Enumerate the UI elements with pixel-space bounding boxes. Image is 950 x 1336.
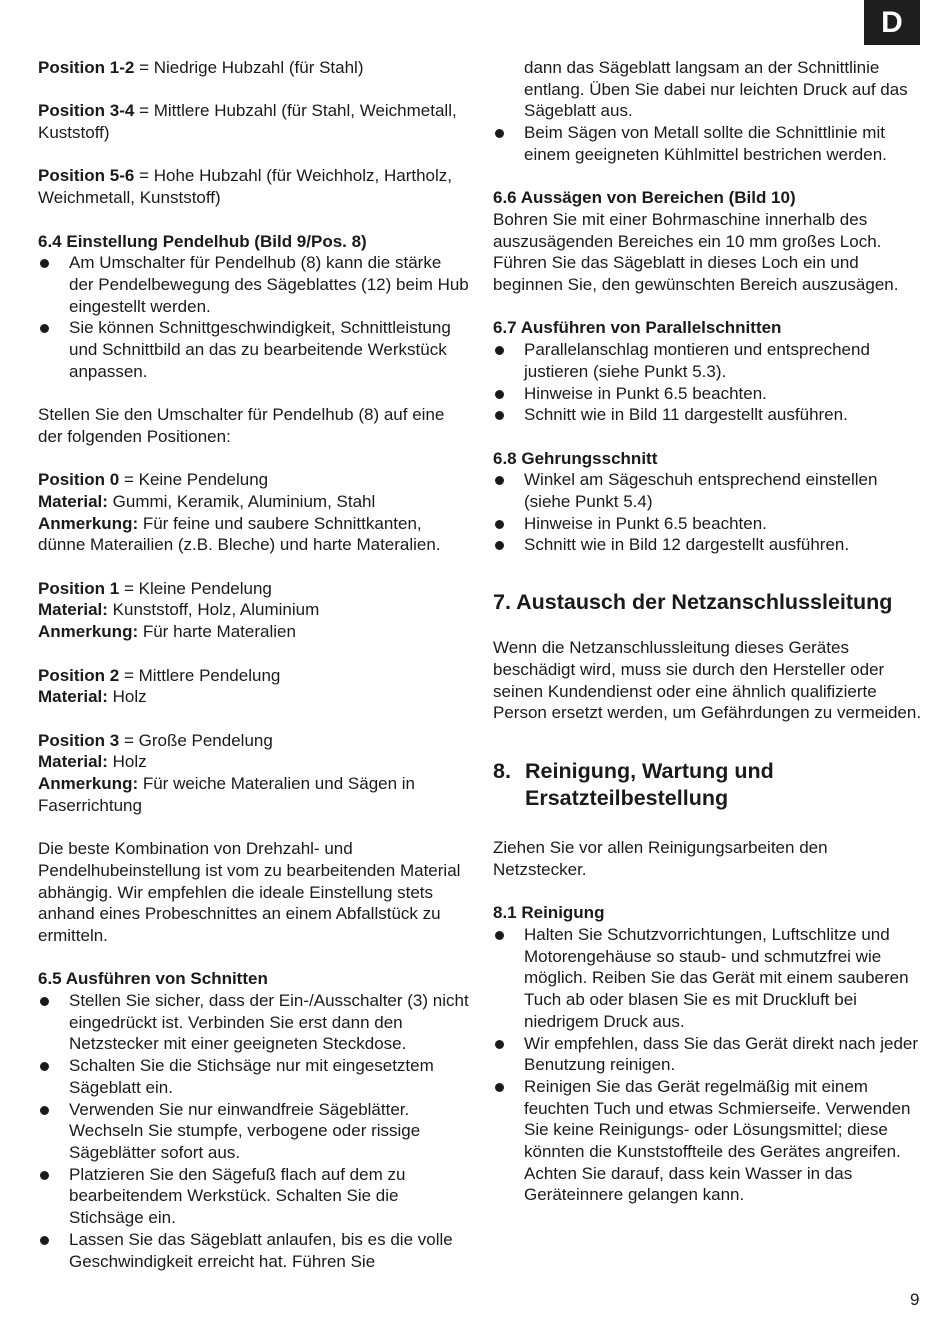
list-item: Reinigen Sie das Gerät regelmäßig mit einem feuchten Tuch und etwas Schmierseife. Verwenden Sie keine Reinigungs- oder Lösungsmittel; diese könnten die Kunststoffteile des Gerätes angreifen. Achten Sie darauf, dass kein Wasser in das Geräteinnere gelangen kann. [493,1076,923,1206]
chapter-title: 7. Austausch der Netzanschlussleitung [493,590,893,615]
language-tab: D [864,0,920,45]
right-column [493,57,923,1206]
list-item: Wir empfehlen, dass Sie das Gerät direkt nach jeder Benutzung reinigen. [493,1033,923,1076]
chapter-7 [493,589,923,724]
positions-intro: Stellen Sie den Umschalter für Pendelhub (8) auf eine der folgenden Positionen: [38,405,445,446]
list-item: Schnitt wie in Bild 11 dargestellt ausführen. [493,404,923,426]
list-item: Verwenden Sie nur einwandfreie Sägeblätter. Wechseln Sie stumpfe, verbogene oder rissige Sägeblätter sofort aus. [38,1099,470,1164]
continued-text: dann das Sägeblatt langsam an der Schnittlinie entlang. Üben Sie dabei nur leichten Druck auf das Sägeblatt aus. [524,58,908,121]
chapter-8 [493,758,923,880]
position-3-4: Position 3-4 = Mittlere Hubzahl (für Stahl, Weichmetall, Kuststoff) [38,101,457,143]
section-heading: 6.5 Ausführen von Schnitten [38,969,268,989]
section-heading: 6.7 Ausführen von Parallelschnitten [493,318,782,338]
list-item: Am Umschalter für Pendelhub (8) kann die stärke der Pendelbewegung des Sägeblattes (12) beim Hub eingestellt werden. [38,252,470,317]
section-6-5-continued [493,57,923,166]
list-item: Winkel am Sägeschuh entsprechend einstellen (siehe Punkt 5.4) [493,469,923,512]
section-8-1 [493,902,923,1206]
list-item: Platzieren Sie den Sägefuß flach auf dem zu bearbeitendem Werkstück. Schalten Sie die Stichsäge ein. [38,1164,470,1229]
list-item: Schalten Sie die Stichsäge nur mit eingesetztem Sägeblatt ein. [38,1055,470,1098]
section-heading: 6.8 Gehrungsschnitt [493,448,658,468]
left-column [38,57,470,1272]
section-6-8 [493,448,923,557]
chapter-title: 8. Reinigung, Wartung und Ersatzteilbestellung [493,758,774,810]
position-5-6: Position 5-6 = Hohe Hubzahl (für Weichholz, Hartholz, Weichmetall, Kunststoff) [38,166,452,208]
section-heading: 8.1 Reinigung [493,903,605,923]
section-6-5 [38,968,470,1272]
pendel-position-0: Position 0 = Keine Pendelung Material: Gummi, Keramik, Aluminium, Stahl Anmerkung: Für feine und saubere Schnittkanten, dünne Materailien (z.B. Bleche) und harte Materalien. [38,470,441,555]
list-item: Parallelanschlag montieren und entsprechend justieren (siehe Punkt 5.3). [493,339,923,382]
section-text: Bohren Sie mit einer Bohrmaschine innerhalb des auszusägenden Bereiches ein 10 mm großes Loch. Führen Sie das Sägeblatt in dieses Loch ein und beginnen Sie, den gewünschten Bereich auszusägen. [493,209,899,295]
list-item: Hinweise in Punkt 6.5 beachten. [493,383,923,405]
position-1-2: Position 1-2 = Niedrige Hubzahl (für Stahl) [38,58,364,77]
chapter-text: Wenn die Netzanschlussleitung dieses Gerätes beschädigt wird, muss sie durch den Hersteller oder seinen Kundendienst oder eine ähnlich qualifizierte Person ersetzt werden, um Gefährdungen zu vermeiden. [493,638,922,723]
list-item: Schnitt wie in Bild 12 dargestellt ausführen. [493,534,923,556]
list-item: Lassen Sie das Sägeblatt anlaufen, bis es die volle Geschwindigkeit erreicht hat. Führen Sie [38,1229,470,1272]
combination-paragraph: Die beste Kombination von Drehzahl- und Pendelhubeinstellung ist vom zu bearbeitenden Material abhängig. Wir empfehlen die ideale Einstellung stets anhand eines Probeschnittes an einem Abfallstück zu ermitteln. [38,839,461,945]
list-item: Stellen Sie sicher, dass der Ein-/Ausschalter (3) nicht eingedrückt ist. Verbinden Sie erst dann den Netzstecker mit einer geeigneten Steckdose. [38,990,470,1055]
pendel-position-1: Position 1 = Kleine Pendelung Material: Kunststoff, Holz, Aluminium Anmerkung: Für harte Materalien [38,578,320,642]
section-6-7 [493,317,923,426]
section-6-4 [38,231,470,383]
list-item: Sie können Schnittgeschwindigkeit, Schnittleistung und Schnittbild an das zu bearbeitende Werkstück anpassen. [38,317,470,382]
section-heading: 6.4 Einstellung Pendelhub (Bild 9/Pos. 8) [38,231,367,251]
page-number: 9 [910,1290,920,1309]
pendel-position-2: Position 2 = Mittlere Pendelung Material: Holz [38,665,281,707]
section-6-6 [493,187,923,296]
list-item: Hinweise in Punkt 6.5 beachten. [493,513,923,535]
section-heading: 6.6 Aussägen von Bereichen (Bild 10) [493,188,796,208]
list-item: Beim Sägen von Metall sollte die Schnittlinie mit einem geeigneten Kühlmittel bestrichen werden. [493,122,923,165]
list-item: Halten Sie Schutzvorrichtungen, Luftschlitze und Motorengehäuse so staub- und schmutzfrei wie möglich. Reiben Sie das Gerät mit einem sauberen Tuch ab oder blasen Sie es mit Druckluft bei niedrigem Druck aus. [493,924,923,1033]
chapter-text: Ziehen Sie vor allen Reinigungsarbeiten den Netzstecker. [493,837,828,879]
pendel-position-3: Position 3 = Große Pendelung Material: Holz Anmerkung: Für weiche Materalien und Sägen in Faserrichtung [38,730,416,815]
